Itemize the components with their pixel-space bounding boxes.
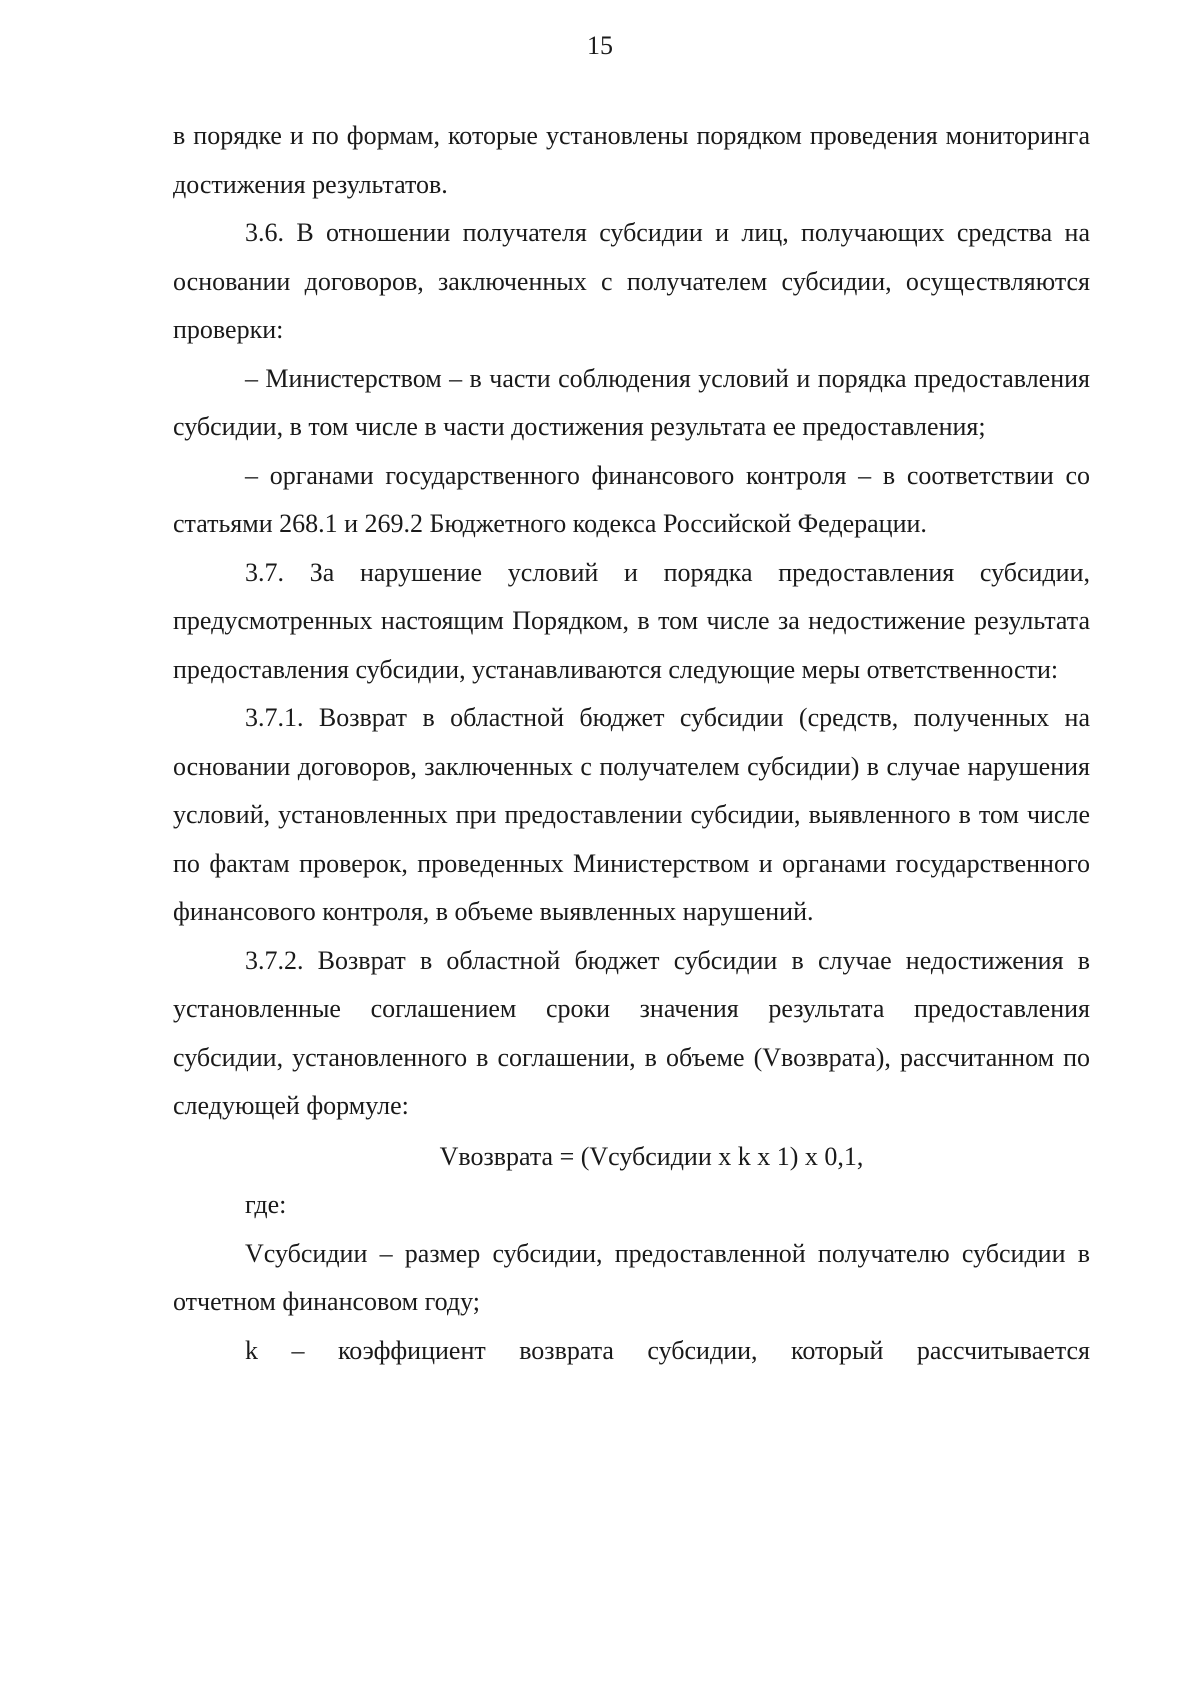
paragraph-3-7: 3.7. За нарушение условий и порядка предоставления субсидии, предусмотренных настоящим Порядком, в том числе за недостижение результата предоставления субсидии, устанавливаются следующие меры ответственности:	[173, 557, 1090, 684]
definition-k: k – коэффициент возврата субсидии, который рассчитывается	[245, 1335, 1090, 1365]
paragraph-finance-control-checks: – органами государственного финансового контроля – в соответствии со статьями 268.1 и 269.2 Бюджетного кодекса Российской Федерации.	[173, 460, 1090, 538]
document-body	[173, 112, 1090, 1375]
paragraph-3-7-1: 3.7.1. Возврат в областной бюджет субсидии (средств, полученных на основании договоров, заключенных с получателем субсидии) в случае нарушения условий, установленных при предоставлении субсидии, выявленного в том числе по фактам проверок, проведенных Министерством и органами государственного финансового контроля, в объеме выявленных нарушений.	[173, 703, 1090, 926]
formula: Vвозврата = (Vсубсидии x k x 1) x 0,1,	[439, 1141, 864, 1171]
definition-v-subsidy: Vсубсидии – размер субсидии, предоставленной получателю субсидии в отчетном финансовом году;	[173, 1238, 1090, 1316]
paragraph-3-7-2: 3.7.2. Возврат в областной бюджет субсидии в случае недостижения в установленные соглашением сроки значения результата предоставления субсидии, установленного в соглашении, в объеме (Vвозврата), рассчитанном по следующей формуле:	[173, 945, 1090, 1120]
paragraph-ministry-checks: – Министерством – в части соблюдения условий и порядка предоставления субсидии, в том числе в части достижения результата ее предоставления;	[173, 363, 1090, 441]
page-number: 15	[587, 31, 613, 60]
where-label: где:	[245, 1190, 287, 1219]
paragraph-continuation: в порядке и по формам, которые установлены порядком проведения мониторинга достижения результатов.	[173, 121, 1090, 199]
paragraph-3-6: 3.6. В отношении получателя субсидии и лиц, получающих средства на основании договоров, заключенных с получателем субсидии, осуществляются проверки:	[173, 218, 1090, 344]
